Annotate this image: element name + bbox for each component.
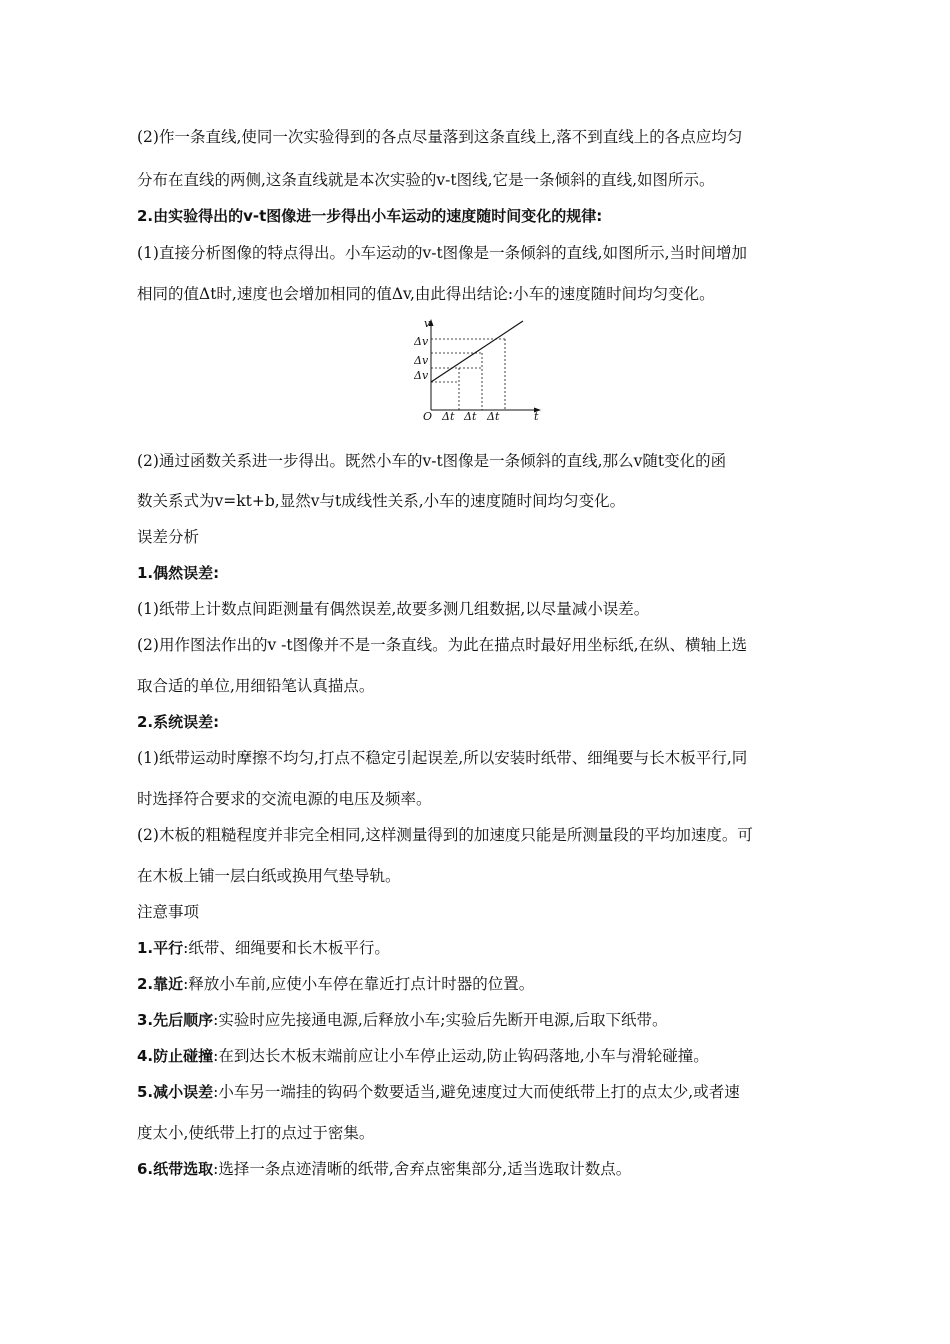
- note-text: :纸带、细绳要和长木板平行。: [183, 939, 390, 957]
- note-text: :选择一条点迹清晰的纸带,舍弃点密集部分,适当选取计数点。: [213, 1160, 632, 1178]
- note-text: :释放小车前,应使小车停在靠近打点计时器的位置。: [183, 975, 535, 993]
- note-item: [137, 974, 534, 994]
- paragraph-line: (2)通过函数关系进一步得出。既然小车的v-t图像是一条倾斜的直线,那么v随t变化的函: [137, 452, 727, 470]
- paragraph-line: 时选择符合要求的交流电源的电压及频率。: [137, 790, 432, 808]
- section-heading: 2.由实验得出的v-t图像进一步得出小车运动的速度随时间变化的规律:: [137, 207, 603, 225]
- note-lead: 5.减小误差: [137, 1083, 214, 1101]
- section-title: 注意事项: [137, 903, 200, 921]
- delta-v-label: Δv: [414, 369, 429, 382]
- note-lead: 3.先后顺序: [137, 1011, 214, 1029]
- note-lead: 1.平行: [137, 939, 184, 957]
- note-item: [137, 1082, 740, 1102]
- paragraph-line: 相同的值Δt时,速度也会增加相同的值Δv,由此得出结论:小车的速度随时间均匀变化。: [137, 285, 715, 303]
- note-text: :实验时应先接通电源,后释放小车;实验后先断开电源,后取下纸带。: [213, 1011, 668, 1029]
- note-item: [137, 1046, 709, 1066]
- paragraph-line: (1)纸带运动时摩擦不均匀,打点不稳定引起误差,所以安装时纸带、细绳要与长木板平行,同: [137, 749, 748, 767]
- paragraph-line: (2)用作图法作出的v -t图像并不是一条直线。为此在描点时最好用坐标纸,在纵、横轴上选: [137, 636, 748, 654]
- note-item: [137, 1159, 631, 1179]
- note-text: 度太小,使纸带上打的点过于密集。: [137, 1124, 375, 1142]
- note-item: [137, 938, 390, 958]
- delta-t-label: Δt: [464, 410, 477, 422]
- delta-t-label: Δt: [487, 410, 500, 422]
- vt-graph-figure: [414, 316, 544, 422]
- delta-v-label: Δv: [414, 335, 429, 348]
- note-lead: 4.防止碰撞: [137, 1047, 214, 1065]
- section-heading: 2.系统误差:: [137, 713, 220, 731]
- paragraph-line: 取合适的单位,用细铅笔认真描点。: [137, 677, 375, 695]
- vt-line: [431, 321, 523, 382]
- y-axis-label: v: [424, 317, 431, 330]
- paragraph-line: (2)木板的粗糙程度并非完全相同,这样测量得到的加速度只能是所测量段的平均加速度。可: [137, 826, 753, 844]
- paragraph-line: 数关系式为v=kt+b,显然v与t成线性关系,小车的速度随时间均匀变化。: [137, 492, 626, 510]
- paragraph-line: (2)作一条直线,使同一次实验得到的各点尽量落到这条直线上,落不到直线上的各点应均匀: [137, 128, 743, 146]
- section-title: 误差分析: [137, 528, 200, 546]
- note-text: :小车另一端挂的钩码个数要适当,避免速度过大而使纸带上打的点太少,或者速: [213, 1083, 740, 1101]
- delta-t-label: Δt: [442, 410, 455, 422]
- note-lead: 2.靠近: [137, 975, 184, 993]
- note-item: [137, 1010, 667, 1030]
- paragraph-line: 在木板上铺一层白纸或换用气垫导轨。: [137, 867, 401, 885]
- note-lead: 6.纸带选取: [137, 1160, 214, 1178]
- note-text: :在到达长木板末端前应让小车停止运动,防止钩码落地,小车与滑轮碰撞。: [213, 1047, 709, 1065]
- x-axis-label: t: [534, 410, 539, 422]
- paragraph-line: (1)纸带上计数点间距测量有偶然误差,故要多测几组数据,以尽量减小误差。: [137, 600, 650, 618]
- paragraph-line: (1)直接分析图像的特点得出。小车运动的v-t图像是一条倾斜的直线,如图所示,当时间增加: [137, 244, 748, 262]
- delta-v-label: Δv: [414, 354, 429, 367]
- origin-label: O: [423, 410, 433, 422]
- note-item: [137, 1123, 374, 1143]
- paragraph-line: 分布在直线的两侧,这条直线就是本次实验的v-t图线,它是一条倾斜的直线,如图所示。: [137, 171, 715, 189]
- section-heading: 1.偶然误差:: [137, 564, 220, 582]
